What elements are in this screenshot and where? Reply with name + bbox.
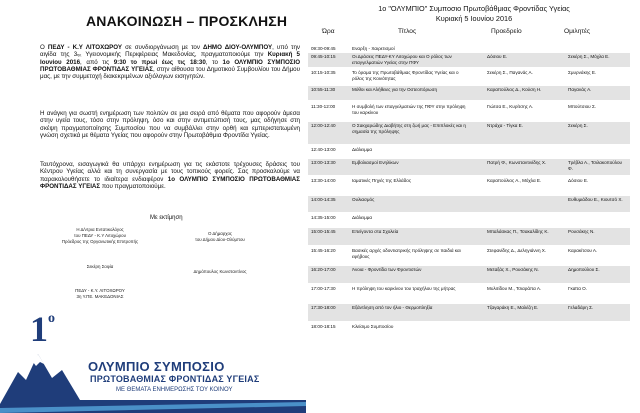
program-table-header bbox=[308, 28, 640, 38]
signatory-mayor-name: Δημόπουλος Κωνσταντίνος bbox=[193, 269, 247, 274]
row-topic: Επείγοντα στα Σχολεία bbox=[352, 229, 399, 234]
row-chair: Καραπούλιος Δ., Κούση Η. bbox=[487, 87, 542, 92]
row-time: 13:30-14:00 bbox=[311, 178, 336, 183]
announcement-title: ΑΝΑΚΟΙΝΩΣΗ – ΠΡΟΣΚΛΗΣΗ bbox=[86, 13, 288, 29]
paragraph-invitation: Ταυτόχρονα, εισαγωγικά θα υπάρχει ενημέρωση για τις εκάστοτε τρέχουσες δράσεις του Κέντρου Υγείας αλλά και τη συνεργασία με τους τοπικούς φορείς. Σας προσκαλούμε να παρακολουθήσετε το ιδιαίτερα ενδιαφέρον 1ο ΟΛΥΜΠΙΟ ΣΥΜΠΟΣΙΟ ΠΡΩΤΟΒΑΘΜΙΑΣ ΦΡΟΝΤΙΔΑΣ ΥΓΕΙΑΣ που πραγματοποιούμε. bbox=[40, 161, 300, 190]
row-time: 14:00-14:35 bbox=[311, 197, 336, 202]
program-row bbox=[308, 266, 630, 283]
row-speakers: Γκαϊτα Ο. bbox=[568, 286, 587, 291]
row-topic: Ουλιασμός bbox=[352, 197, 375, 202]
row-topic: Άνοια - Φροντίδα των Φροντιστών bbox=[352, 267, 422, 272]
row-time: 15:45-16:20 bbox=[311, 248, 336, 253]
row-topic: Εναρξη - Χαιρετισμοί bbox=[352, 46, 395, 51]
row-topic: Εξάντληση από τον ήλιο - Θερμοπληξία bbox=[352, 305, 433, 310]
row-speakers: Γελαδάρη Σ. bbox=[568, 305, 594, 310]
header-topic: Τίτλος bbox=[398, 28, 417, 35]
row-chair: Μυλιτίδου Μ., Τσιαράπα Α. bbox=[487, 286, 542, 291]
row-topic: Ο Σακχαρώδης Διαβήτης στη ζωή μας - Επιπλοκές και η σημασία της πρόληψης bbox=[352, 123, 466, 134]
program-row bbox=[308, 103, 630, 120]
header-speakers: Ομιλητές bbox=[564, 28, 591, 35]
row-speakers: Ρουσάκης Ν. bbox=[568, 229, 595, 234]
program-row bbox=[308, 69, 630, 83]
row-speakers: Παγανάς Α. bbox=[568, 87, 592, 92]
logo-number: $1^o$ bbox=[30, 309, 55, 349]
logo-subtitle: ΠΡΩΤΟΒΑΘΜΙΑΣ ΦΡΟΝΤΙΔΑΣ ΥΓΕΙΑΣ bbox=[90, 374, 260, 384]
row-speakers: Σμυρνάκης Ε. bbox=[568, 70, 597, 75]
row-chair: Δόσιου Ε. bbox=[487, 54, 508, 59]
row-topic: Οι Δράσεις ΠΕΔΥ-ΚΥ Λιτοχώρου και Ο ρόλος των επαγγελματιών Υγείας στην ΠΦΥ bbox=[352, 54, 452, 65]
row-topic: Ιαματικές Πηγές της Ελλάδος bbox=[352, 178, 412, 183]
program-row bbox=[308, 45, 630, 52]
program-row bbox=[308, 86, 630, 100]
program-row bbox=[308, 53, 630, 67]
row-time: 10:55-11:30 bbox=[311, 87, 336, 92]
program-row bbox=[308, 285, 630, 302]
row-topic: Διάλειμμα bbox=[352, 215, 373, 220]
signatory-institution: ΠΕΔΥ - Κ.Υ. ΛΙΤΟΧΩΡΟΥ 3η Υ.ΠΕ. ΜΑΚΕΔΟΝΙΑΣ bbox=[75, 288, 125, 299]
row-chair: Γιώτσα Ε., Κυρίτσης Α. bbox=[487, 104, 534, 109]
program-row bbox=[308, 323, 630, 332]
row-topic: Κλείσιμο Συμποσίου bbox=[352, 324, 394, 329]
row-chair: Καραπούλιος Α., Μόχλα Ε. bbox=[487, 178, 542, 183]
row-chair: Τζαγαράκη Ε., Μαλέζη Ε. bbox=[487, 305, 539, 310]
signatory-director: Η Δ/ντρια Εντατικολόγος του ΠΕΔΥ - Κ.Υ Λιτοχώρου Πρόεδρος της Οργανωτικής Επιτροπής bbox=[61, 227, 139, 244]
row-topic: Βασικές αρχές οδοντιατρικής πρόληψης σε παιδιά και εφήβους bbox=[352, 248, 461, 259]
row-time: 17:30-18:00 bbox=[311, 305, 336, 310]
program-title: 1ο "ΟΛΥΜΠΙΟ" Συμποσιο Πρωτοβάθμιας Φροντίδας Υγείας bbox=[378, 4, 570, 13]
row-topic: Εμβολιασμοί Ενηλίκων bbox=[352, 160, 399, 165]
row-time: 12:00-12:40 bbox=[311, 123, 336, 128]
row-topic: Μύθοι και Αλήθειες για την Οστεοπόρωση bbox=[352, 87, 438, 92]
paragraph-purpose: Η ανάγκη για σωστή ενημέρωση των πολιτών σε μια σειρά από θέματα που αφορούν άμεσα στην υγεία τους, τόσο στην πρόληψη, όσο και στην αντιμετώπισή τους, μας οδήγησε στη σκέψη πραγματοποίησης Συμποσίου που να συμβάλλει στην ορθή και εμπεριστατωμένη γνώση σχετικά με θέματα Υγείας που αφορούν στην Πρωτοβάθμια Φροντίδα Υγείας. bbox=[40, 110, 300, 139]
program-row bbox=[308, 214, 630, 224]
row-time: 18:00-18:15 bbox=[311, 324, 336, 329]
row-time: 16:20-17:00 bbox=[311, 267, 336, 272]
row-chair: Στεφανίδης Δ., Δεληγιάννη Χ. bbox=[487, 248, 547, 253]
row-speakers: Δόσιου Ε. bbox=[568, 178, 589, 183]
row-time: 17:00-17:30 bbox=[311, 286, 336, 291]
row-topic: Η πρόληψη του καρκίνου του τραχήλου της μήτρας bbox=[352, 286, 456, 291]
row-time: 14:35-15:00 bbox=[311, 215, 336, 220]
row-speakers: Τρέβλα Α., Τσιλακοπούλου Φ. bbox=[568, 160, 623, 171]
signatory-mayor: Ο Δήμαρχος του Δήμου Δίου-Ολύμπου bbox=[195, 231, 245, 242]
regards-text: Με εκτίμηση bbox=[150, 215, 183, 221]
announcement-panel bbox=[0, 0, 306, 413]
row-speakers: Ευθυμιάδου Ε., Κιουτσό Χ. bbox=[568, 197, 623, 202]
row-chair: Πατρή Φ., Κωνσταντινίδης Χ. bbox=[487, 160, 547, 165]
program-row bbox=[308, 177, 630, 194]
symposium-logo bbox=[0, 300, 306, 413]
program-row bbox=[308, 228, 630, 245]
paragraph-intro: Ο ΠΕΔΥ - Κ.Υ ΛΙΤΟΧΩΡΟΥ σε συνδιοργάνωση με τον ΔΗΜΟ ΔΙΟΥ-ΟΛΥΜΠΟΥ, υπό την αιγίδα της $3^{\eta\varsigma}$ Υγειονομικής Περιφέρειας Μακεδονίας, πραγματοποιούμε την Κυριακή 5 Ιουνίου 2016, από τις 9:30 το πρωί έως τις 18:30, το 1ο ΟΛΥΜΠΙΟ ΣΥΜΠΟΣΙΟ ΠΡΩΤΟΒΑΘΜΙΑΣ ΦΡΟΝΤΙΔΑΣ ΥΓΕΙΑΣ, στην αίθουσα του Δημοτικού Συμβουλίου του Δήμου μας, με την συμμετοχή διακεκριμένων αξιόλογων εισηγητών. bbox=[40, 44, 301, 81]
row-chair: Μπαλάσκας Π., Τσακαλίδης Κ. bbox=[487, 229, 549, 234]
program-row bbox=[308, 146, 630, 156]
row-speakers: Μπούτσιου Σ. bbox=[568, 104, 597, 109]
row-time: 15:00-15:45 bbox=[311, 229, 336, 234]
program-row bbox=[308, 196, 630, 212]
logo-title: ΟΛΥΜΠΙΟ ΣΥΜΠΟΣΙΟ bbox=[88, 359, 225, 374]
row-time: 09:45-10:15 bbox=[311, 54, 336, 59]
program-date: Κυριακή 5 Ιουνίου 2016 bbox=[435, 14, 513, 23]
row-topic: Η συμβολή των επαγγελματιών της ΠΦΥ στην πρόληψη του καρκίνου bbox=[352, 104, 466, 115]
row-speakers: Δημοπούλου Σ. bbox=[568, 267, 600, 272]
row-topic: Διάλειμμα bbox=[352, 147, 373, 152]
program-panel bbox=[308, 0, 640, 413]
row-time: 10:15-10:35 bbox=[311, 70, 336, 75]
program-row bbox=[308, 159, 630, 175]
program-row bbox=[308, 304, 630, 321]
row-chair: Μεταξάς Χ., Ρουσάκης Ν. bbox=[487, 267, 539, 272]
row-time: 11:30-12:00 bbox=[311, 104, 336, 109]
logo-tagline: ΜΕ ΘΕΜΑΤΑ ΕΝΗΜΕΡΩΣΗΣ ΤΟΥ ΚΟΙΝΟΥ bbox=[116, 387, 233, 393]
signatory-director-name: Σεκέρη Σοφία bbox=[86, 264, 114, 269]
row-time: 12:40-13:00 bbox=[311, 147, 336, 152]
header-time: Ώρα bbox=[322, 28, 335, 35]
row-chair: Σεκέρη Σ., Παγανάς Α. bbox=[487, 70, 533, 75]
row-speakers: Σεκέρη Σ. bbox=[568, 123, 588, 128]
row-time: 09:30-09:45 bbox=[311, 46, 336, 51]
row-speakers: Καρακίτσου Α. bbox=[568, 248, 598, 253]
program-row bbox=[308, 247, 630, 264]
row-speakers: Σεκέρη Σ., Μόχλα Ε. bbox=[568, 54, 610, 59]
row-time: 13:00-13:30 bbox=[311, 160, 336, 165]
row-chair: Ντράχα - Τίγκα Ε. bbox=[487, 123, 523, 128]
program-row bbox=[308, 122, 630, 144]
row-topic: Το όραμα της Πρωτοβάθμιας Φροντίδας Υγείας και ο ρόλος της Κοινότητας bbox=[352, 70, 459, 81]
header-chair: Προεδρείο bbox=[491, 28, 522, 35]
